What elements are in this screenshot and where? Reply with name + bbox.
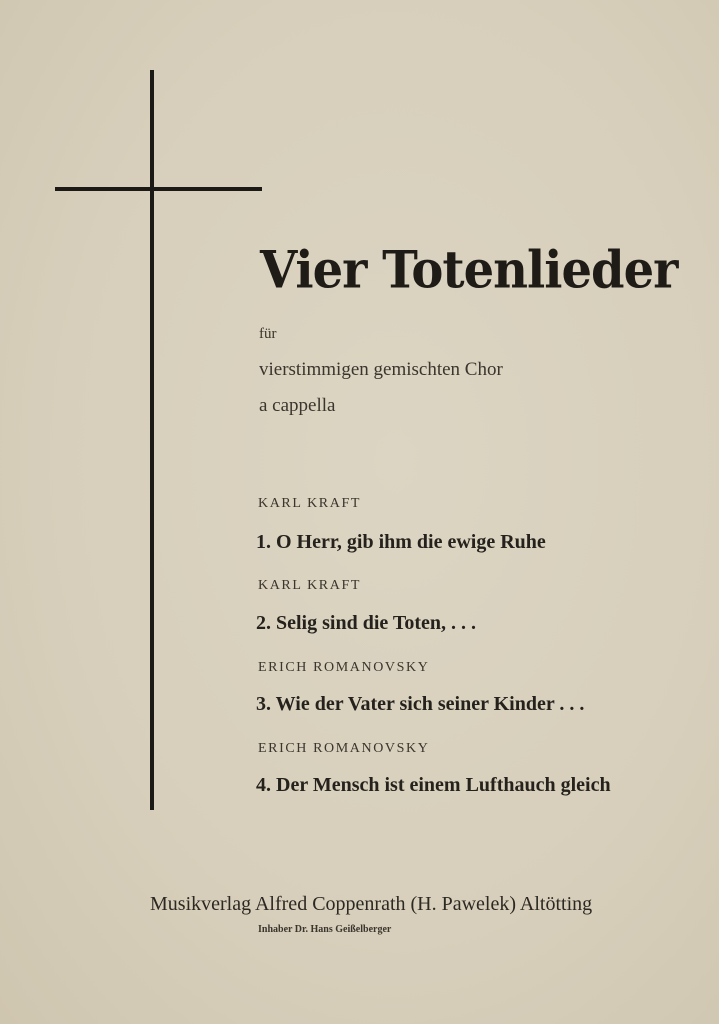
publisher-line: Musikverlag Alfred Coppenrath (H. Pawelek) Altötting bbox=[150, 893, 593, 915]
song-4-composer: ERICH ROMANOVSKY bbox=[258, 741, 430, 756]
song-4-title: 4. Der Mensch ist einem Lufthauch gleich bbox=[256, 774, 611, 796]
song-1-title: 1. O Herr, gib ihm die ewige Ruhe bbox=[256, 531, 546, 553]
subtitle-voices: vierstimmigen gemischten Chor bbox=[259, 359, 503, 380]
page-title: Vier Totenlieder bbox=[260, 240, 678, 301]
cross-icon-crossbar bbox=[55, 187, 262, 191]
song-2-title: 2. Selig sind die Toten, . . . bbox=[256, 612, 477, 634]
subtitle-a-cappella: a cappella bbox=[259, 395, 336, 416]
owner-line: Inhaber Dr. Hans Geißelberger bbox=[258, 924, 392, 935]
song-2-composer: KARL KRAFT bbox=[258, 578, 361, 593]
song-1-composer: KARL KRAFT bbox=[258, 496, 361, 511]
subtitle-fuer: für bbox=[259, 326, 277, 342]
song-3-title: 3. Wie der Vater sich seiner Kinder . . . bbox=[256, 693, 585, 715]
cross-icon bbox=[150, 70, 154, 810]
song-3-composer: ERICH ROMANOVSKY bbox=[258, 660, 430, 675]
